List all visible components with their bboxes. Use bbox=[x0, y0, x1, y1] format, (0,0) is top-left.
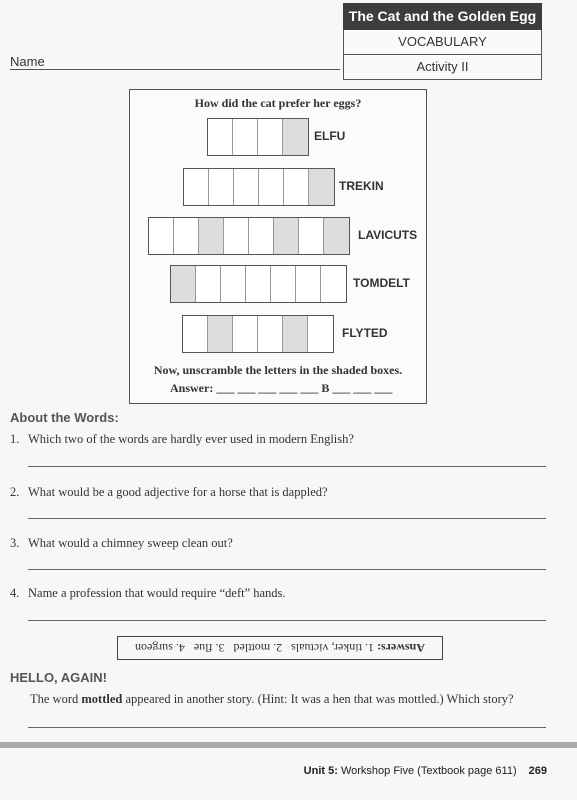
letter-cell[interactable] bbox=[284, 169, 309, 205]
letter-cell[interactable] bbox=[233, 119, 258, 155]
letter-boxes[interactable] bbox=[148, 217, 350, 255]
question-text: Which two of the words are hardly ever used in modern English? bbox=[28, 432, 354, 446]
question-item bbox=[10, 485, 328, 500]
scrambled-word: ELFU bbox=[314, 129, 346, 143]
letter-cell[interactable] bbox=[221, 266, 246, 302]
hello-bold-word: mottled bbox=[81, 692, 123, 706]
about-words-heading: About the Words: bbox=[10, 410, 119, 425]
shaded-letter-cell[interactable] bbox=[199, 218, 224, 254]
letter-cell[interactable] bbox=[149, 218, 174, 254]
answer-key-text: 1. tinker, victuals 2. mottled 3. flue 4. surgeon bbox=[135, 641, 374, 655]
answer-line[interactable] bbox=[28, 518, 546, 519]
footer-divider bbox=[0, 742, 577, 748]
answer-key-label: Answers: bbox=[376, 641, 425, 655]
answer-blanks[interactable]: ___ ___ ___ ___ ___ B ___ ___ ___ bbox=[216, 381, 393, 395]
hello-text-after: appeared in another story. (Hint: It was a hen that was mottled.) Which story? bbox=[122, 692, 514, 706]
scrambled-word: FLYTED bbox=[342, 326, 388, 340]
page-number: 269 bbox=[528, 765, 547, 777]
footer-unit: Unit 5: bbox=[303, 765, 338, 777]
letter-boxes[interactable] bbox=[170, 265, 347, 303]
letter-cell[interactable] bbox=[224, 218, 249, 254]
letter-cell[interactable] bbox=[296, 266, 321, 302]
shaded-letter-cell[interactable] bbox=[309, 169, 334, 205]
question-item bbox=[10, 536, 233, 551]
letter-boxes[interactable] bbox=[207, 118, 309, 156]
question-number: 4. bbox=[10, 586, 20, 600]
hello-again-heading: HELLO, AGAIN! bbox=[10, 670, 108, 685]
scrambled-word: LAVICUTS bbox=[358, 228, 418, 242]
letter-cell[interactable] bbox=[234, 169, 259, 205]
question-text: What would a chimney sweep clean out? bbox=[28, 536, 233, 550]
letter-cell[interactable] bbox=[308, 316, 333, 352]
question-item bbox=[10, 586, 286, 601]
shaded-letter-cell[interactable] bbox=[283, 316, 308, 352]
shaded-letter-cell[interactable] bbox=[324, 218, 349, 254]
word-puzzle bbox=[129, 89, 427, 404]
answer-line[interactable] bbox=[28, 620, 546, 621]
letter-cell[interactable] bbox=[249, 218, 274, 254]
letter-cell[interactable] bbox=[258, 316, 283, 352]
name-line[interactable] bbox=[10, 69, 340, 70]
letter-cell[interactable] bbox=[259, 169, 284, 205]
page-footer bbox=[304, 765, 547, 777]
answer-line[interactable] bbox=[28, 727, 546, 728]
letter-boxes[interactable] bbox=[183, 168, 335, 206]
letter-cell[interactable] bbox=[184, 169, 209, 205]
question-number: 1. bbox=[10, 432, 20, 446]
shaded-letter-cell[interactable] bbox=[171, 266, 196, 302]
answer-label: Answer: bbox=[170, 381, 214, 395]
question-text: What would be a good adjective for a horse that is dappled? bbox=[28, 485, 328, 499]
scrambled-word: TOMDELT bbox=[353, 276, 410, 290]
letter-cell[interactable] bbox=[258, 119, 283, 155]
shaded-letter-cell[interactable] bbox=[208, 316, 233, 352]
name-label: Name bbox=[10, 54, 45, 69]
footer-workshop: Workshop Five (Textbook page 611) bbox=[337, 765, 517, 777]
letter-cell[interactable] bbox=[233, 316, 258, 352]
title-box bbox=[343, 3, 542, 80]
letter-cell[interactable] bbox=[246, 266, 271, 302]
shaded-letter-cell[interactable] bbox=[283, 119, 308, 155]
hello-text-before: The word bbox=[30, 692, 82, 706]
activity-label: Activity II bbox=[343, 55, 542, 80]
letter-cell[interactable] bbox=[209, 169, 234, 205]
hello-again-prompt bbox=[30, 692, 514, 707]
question-item bbox=[10, 432, 354, 447]
shaded-letter-cell[interactable] bbox=[274, 218, 299, 254]
puzzle-answer[interactable] bbox=[170, 381, 392, 396]
question-text: Name a profession that would require “deft” hands. bbox=[28, 586, 286, 600]
answer-line[interactable] bbox=[28, 569, 546, 570]
letter-cell[interactable] bbox=[196, 266, 221, 302]
question-number: 2. bbox=[10, 485, 20, 499]
letter-cell[interactable] bbox=[299, 218, 324, 254]
answer-line[interactable] bbox=[28, 466, 546, 467]
letter-cell[interactable] bbox=[271, 266, 296, 302]
letter-cell[interactable] bbox=[183, 316, 208, 352]
section-label: VOCABULARY bbox=[343, 30, 542, 55]
letter-boxes[interactable] bbox=[182, 315, 334, 353]
question-number: 3. bbox=[10, 536, 20, 550]
puzzle-instruction: Now, unscramble the letters in the shaded boxes. bbox=[153, 363, 403, 377]
letter-cell[interactable] bbox=[321, 266, 346, 302]
scrambled-word: TREKIN bbox=[339, 179, 384, 193]
letter-cell[interactable] bbox=[174, 218, 199, 254]
story-title: The Cat and the Golden Egg bbox=[343, 3, 542, 30]
puzzle-question: How did the cat prefer her eggs? bbox=[194, 96, 362, 110]
letter-cell[interactable] bbox=[208, 119, 233, 155]
answer-key bbox=[117, 636, 443, 660]
